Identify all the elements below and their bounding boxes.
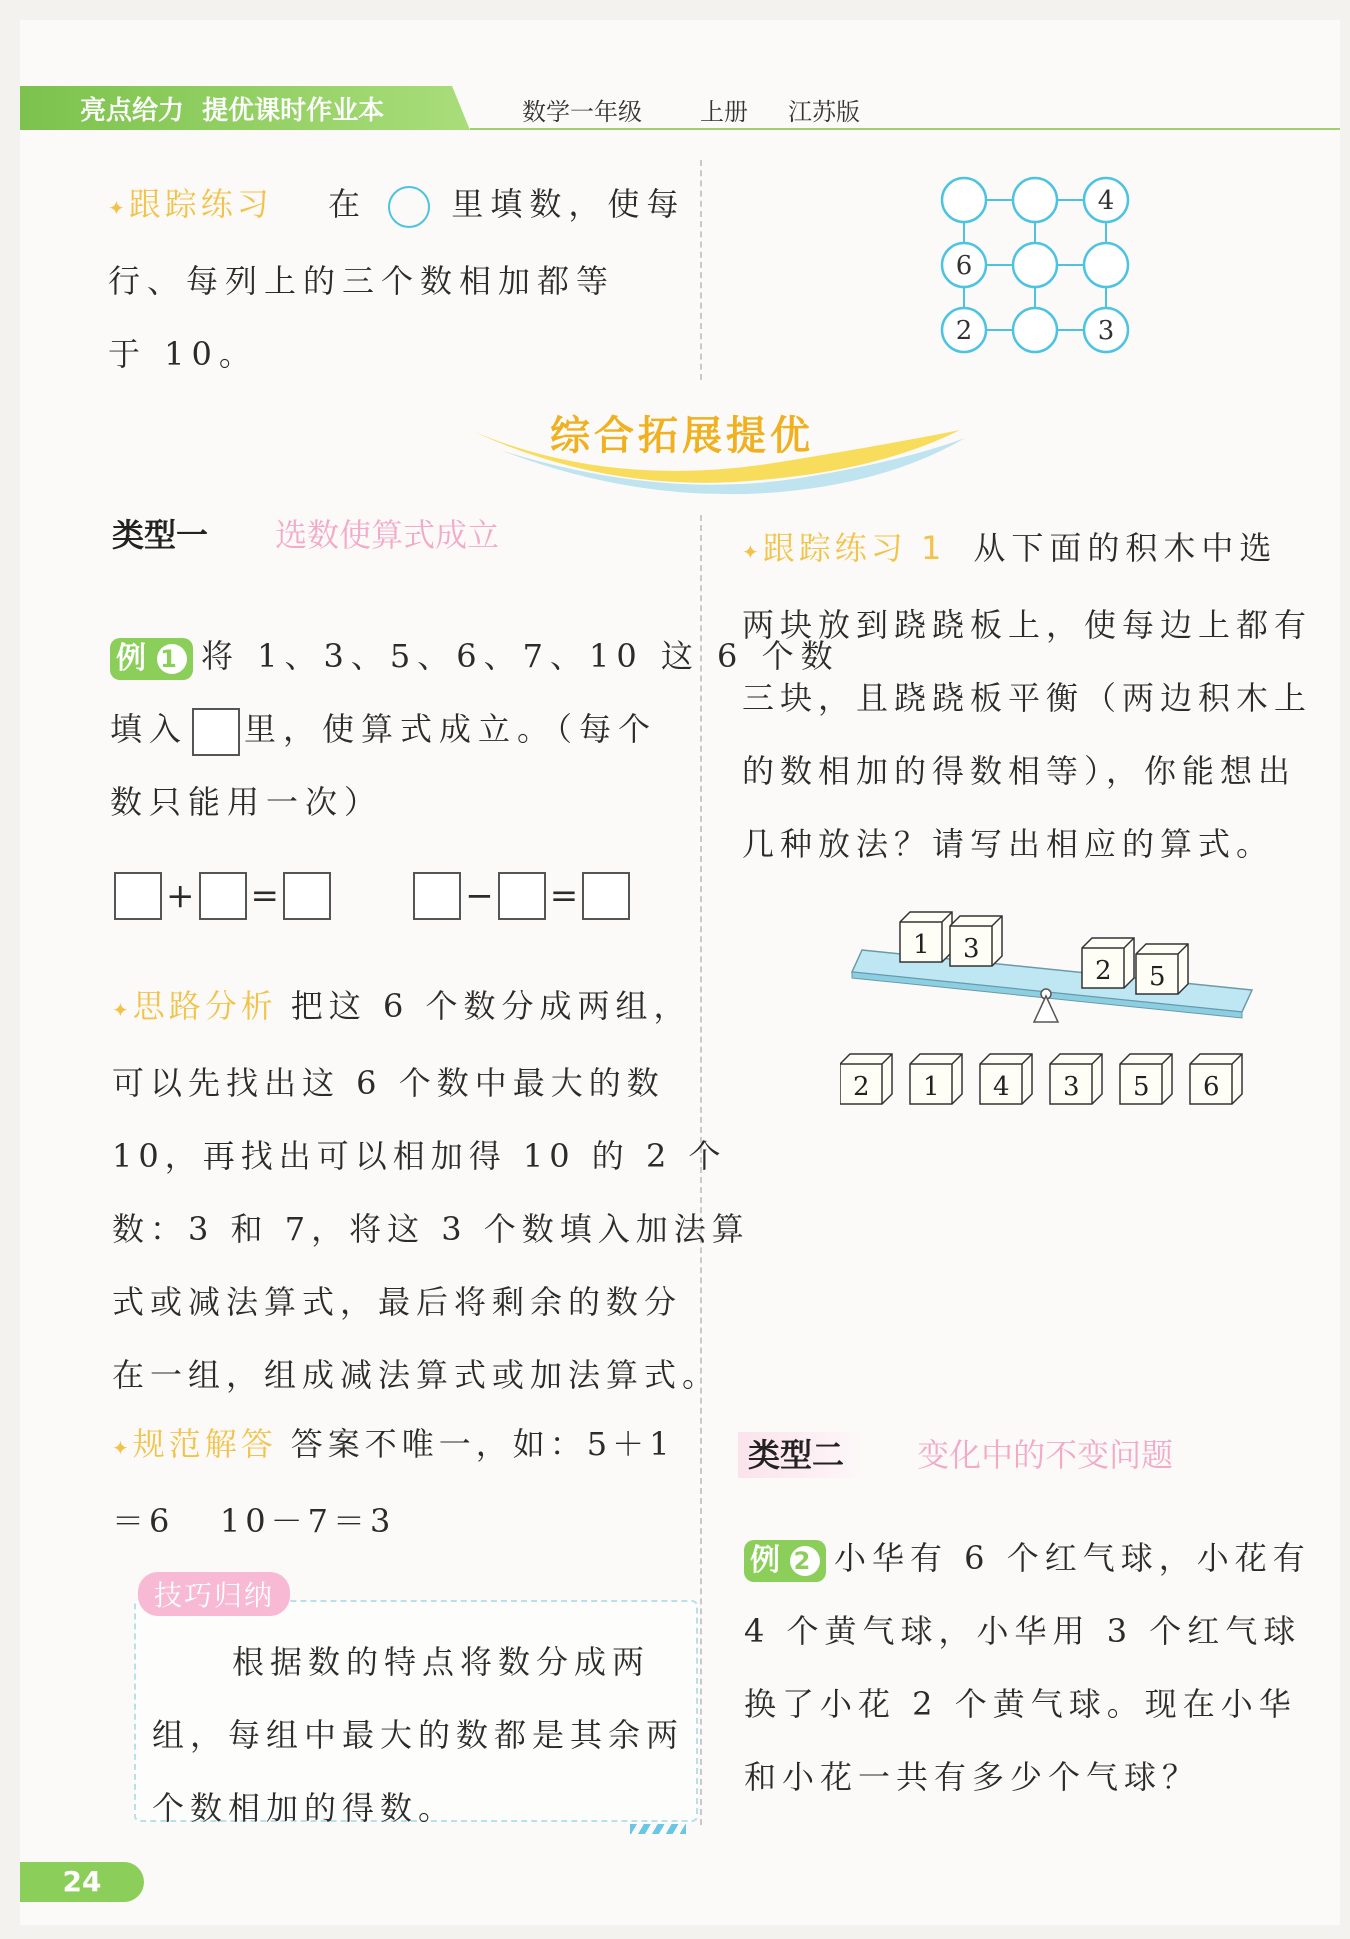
analysis-line-1: 可以先找出这 6 个数中最大的数	[112, 1064, 665, 1102]
type2-heading	[738, 1430, 1173, 1476]
plus-sign: +	[166, 876, 195, 916]
analysis-label: ✦思路分析	[112, 987, 277, 1025]
type1-heading	[112, 510, 499, 556]
answer-label: ✦规范解答	[112, 1425, 277, 1463]
header-subject: 数学一年级	[522, 98, 642, 126]
example1-line3: 数只能用一次）	[110, 783, 384, 821]
analysis-line-0: ✦思路分析 把这 6 个数分成两组，	[112, 987, 692, 1025]
header-volume: 上册	[700, 98, 748, 126]
example2-line-0: 例 2 小华有 6 个红气球，小花有	[744, 1522, 1334, 1595]
grid-circle-0-1[interactable]	[1013, 178, 1057, 222]
example2-line-2: 换了小花 2 个黄气球。现在小华	[744, 1685, 1297, 1723]
tracking1-line-1: 两块放到跷跷板上，使每边上都有	[742, 606, 1313, 644]
grid-circle-0-0[interactable]	[942, 178, 986, 222]
seesaw-left-blocks	[900, 912, 1002, 966]
seesaw-illustration	[840, 890, 1260, 1130]
tracking1-line-3: 的数相加的得数相等），你能想出	[742, 752, 1297, 790]
equals-sign-2: =	[549, 876, 579, 916]
type1-title: 类型一	[112, 516, 209, 554]
seesaw-block-2: 2	[1095, 956, 1112, 986]
example2-block	[744, 1522, 1334, 1814]
header-underline	[470, 128, 1340, 130]
tracking-top-block	[108, 168, 708, 391]
available-block-3[interactable]: 3	[1063, 1072, 1080, 1102]
seesaw-block-1: 3	[963, 934, 980, 964]
equations-row	[114, 872, 630, 920]
add-box-2[interactable]	[199, 872, 247, 920]
available-block-0[interactable]: 2	[853, 1072, 870, 1102]
answer-line-1: ✦规范解答 答案不唯一，如：5＋1	[112, 1425, 675, 1463]
tip-text	[152, 1626, 685, 1845]
tracking1-label: ✦跟踪练习 1	[742, 529, 946, 567]
available-block-2[interactable]: 4	[993, 1072, 1010, 1102]
header-bar	[20, 86, 1340, 130]
analysis-line-4: 式或减法算式，最后将剩余的数分	[112, 1283, 683, 1321]
tracking1-line-0: ✦跟踪练习 1 从下面的积木中选	[742, 529, 1278, 567]
section-banner-title: 综合拓展提优	[550, 413, 814, 459]
answer-line-2: ＝6 10－7＝3	[112, 1502, 396, 1540]
page-number: 24	[20, 1862, 144, 1902]
grid-number-0-2: 4	[1097, 186, 1115, 216]
fill-circle-example	[388, 186, 430, 228]
tip-line-0: 根据数的特点将数分成两	[232, 1643, 651, 1681]
divider-top	[700, 160, 702, 380]
tracking-top-line3: 于 10。	[108, 335, 258, 373]
sub-box-3[interactable]	[582, 872, 630, 920]
analysis-line-2: 10，再找出可以相加得 10 的 2 个	[112, 1137, 727, 1175]
type2-title: 类型二	[738, 1432, 864, 1478]
available-block-5[interactable]: 6	[1203, 1072, 1220, 1102]
tracking1-line-2: 三块，且跷跷板平衡（两边积木上	[742, 679, 1313, 717]
type1-subtitle: 选数使算式成立	[275, 516, 500, 554]
header-brand: 亮点给力 提优课时作业本	[80, 96, 385, 126]
tracking-top-line2: 行、每列上的三个数相加都等	[108, 262, 616, 300]
example1-line2: 填入 里，使算式成立。（每个	[110, 693, 690, 766]
tracking-top-line1	[108, 168, 708, 245]
equals-sign-1: =	[250, 876, 279, 916]
example1-line1: 例 1 将 1、3、5、6、7、10 这 6 个数	[110, 620, 690, 693]
tracking-top-text2: 里填数，使每	[451, 185, 686, 223]
workbook-page	[20, 20, 1340, 1925]
grid-number-1-0: 6	[955, 251, 973, 281]
answer-box-sample	[192, 708, 240, 756]
example2-line-3: 和小花一共有多少个气球？	[744, 1758, 1201, 1796]
analysis-line-5: 在一组，组成减法算式或加法算式。	[112, 1356, 721, 1394]
tip-title: 技巧归纳	[138, 1572, 290, 1616]
grid-number-2-0: 2	[955, 316, 973, 346]
analysis-line-3: 数：3 和 7，将这 3 个数填入加法算	[112, 1210, 750, 1248]
seesaw-block-3: 5	[1149, 962, 1166, 992]
tracking-top-text1: 在	[327, 185, 367, 223]
minus-sign: −	[465, 876, 494, 916]
grid-circle-1-2[interactable]	[1084, 243, 1128, 287]
available-block-4[interactable]: 5	[1133, 1072, 1150, 1102]
grid-circle-2-1[interactable]	[1013, 308, 1057, 352]
analysis-block	[112, 970, 750, 1412]
example2-line-1: 4 个黄气球，小华用 3 个红气球	[744, 1612, 1302, 1650]
available-blocks	[840, 1054, 1242, 1104]
type2-subtitle: 变化中的不变问题	[917, 1436, 1174, 1474]
answer-block	[112, 1408, 702, 1558]
example2-badge: 例 2	[744, 1540, 826, 1582]
tracking-top-label: ✦跟踪练习	[108, 185, 273, 223]
tip-line-2: 个数相加的得数。	[152, 1789, 457, 1827]
grid-number-2-2: 3	[1097, 316, 1115, 346]
example1-badge: 例 1	[110, 638, 193, 680]
seesaw-block-0: 1	[913, 930, 930, 960]
sub-box-1[interactable]	[413, 872, 461, 920]
grid-circle-1-1[interactable]	[1013, 243, 1057, 287]
add-box-1[interactable]	[114, 872, 162, 920]
add-box-3[interactable]	[283, 872, 331, 920]
number-grid	[930, 160, 1140, 370]
available-block-1[interactable]: 1	[923, 1072, 940, 1102]
tracking1-line-4: 几种放法？请写出相应的算式。	[742, 825, 1275, 863]
example1-block	[110, 620, 840, 839]
tracking1-block	[742, 512, 1332, 881]
header-edition: 江苏版	[788, 98, 860, 126]
sub-box-2[interactable]	[498, 872, 546, 920]
tip-line-1: 组，每组中最大的数都是其余两	[152, 1716, 685, 1754]
